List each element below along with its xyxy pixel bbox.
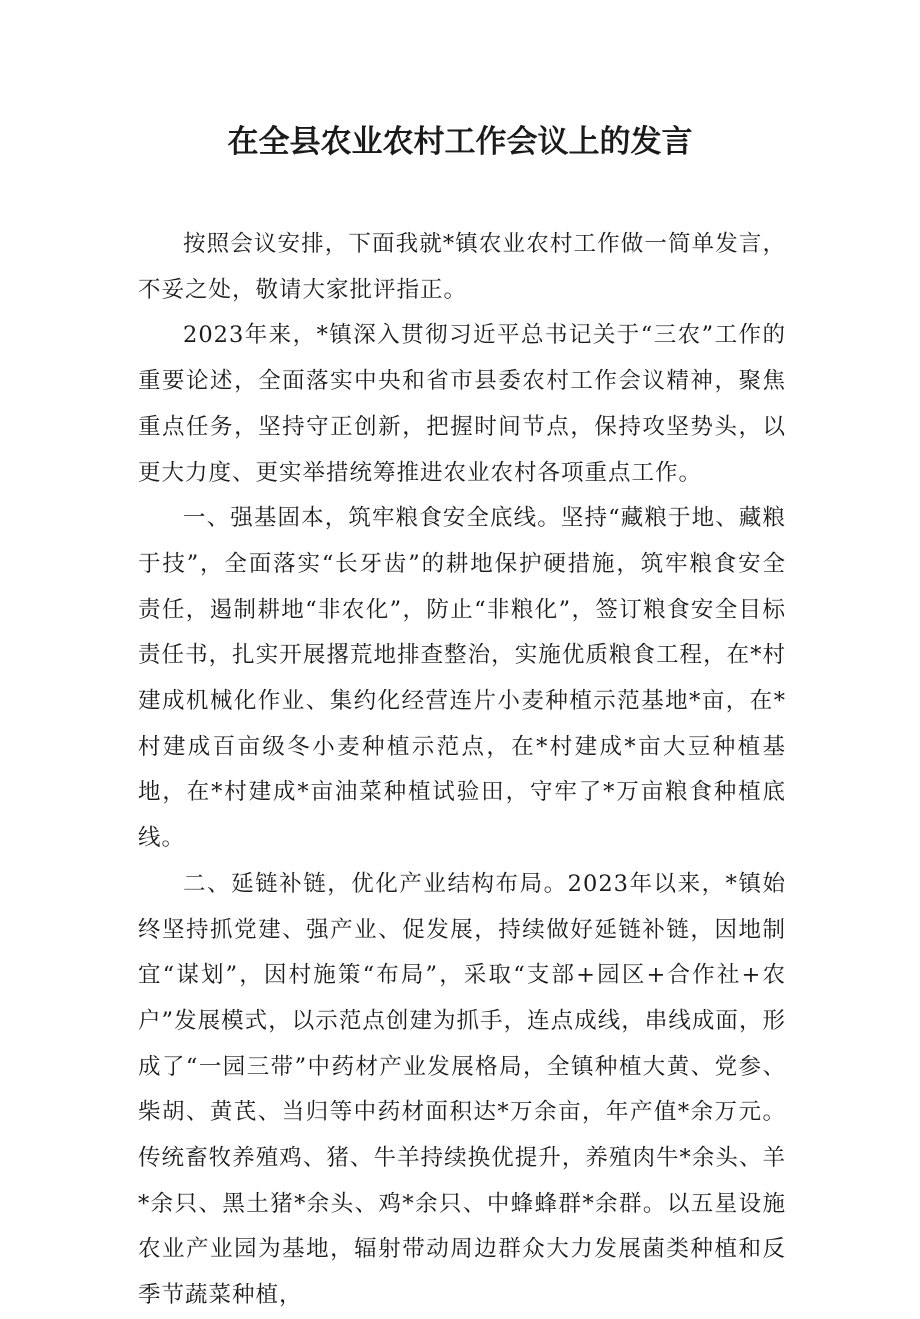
paragraph-intro: 按照会议安排，下面我就*镇农业农村工作做一简单发言，不妥之处，敬请大家批评指正。	[138, 231, 786, 303]
paragraph-grain-security: 一、强基固本，筑牢粮食安全底线。坚持“藏粮于地、藏粮于技”，全面落实“长牙齿”的耕地保护硬措施，筑牢粮食安全责任，遏制耕地“非农化”，防止“非粮化”，签订粮食安全目标责任书，扎实开展撂荒地排查整治，实施优质粮食工程，在*村建成机械化作业、集约化经营连片小麦种植示范基地*亩，在*村建成百亩级冬小麦种植示范点，在*村建成*亩大豆种植基地，在*村建成*亩油菜种植试验田，守牢了*万亩粮食种植底线。	[138, 505, 786, 852]
document-body	[138, 222, 786, 1319]
paragraph-overview: 2023年来，*镇深入贯彻习近平总书记关于“三农”工作的重要论述，全面落实中央和省市县委农村工作会议精神，聚焦重点任务，坚持守正创新，把握时间节点，保持攻坚势头，以更大力度、更实举措统筹推进农业农村各项重点工作。	[138, 322, 786, 486]
document-title: 在全县农业农村工作会议上的发言	[227, 124, 693, 160]
paragraph-industry-chain: 二、延链补链，优化产业结构布局。2023年以来，*镇始终坚持抓党建、强产业、促发展，持续做好延链补链，因地制宜“谋划”，因村施策“布局”，采取“支部+园区+合作社+农户”发展模式，以示范点创建为抓手，连点成线，串线成面，形成了“一园三带”中药材产业发展格局，全镇种植大黄、党参、柴胡、黄芪、当归等中药材面积达*万余亩，年产值*余万元。传统畜牧养殖鸡、猪、牛羊持续换优提升，养殖肉牛*余头、羊*余只、黑土猪*余头、鸡*余只、中蜂蜂群*余群。以五星设施农业产业园为基地，辐射带动周边群众大力发展菌类种植和反季节蔬菜种植，	[138, 870, 786, 1309]
